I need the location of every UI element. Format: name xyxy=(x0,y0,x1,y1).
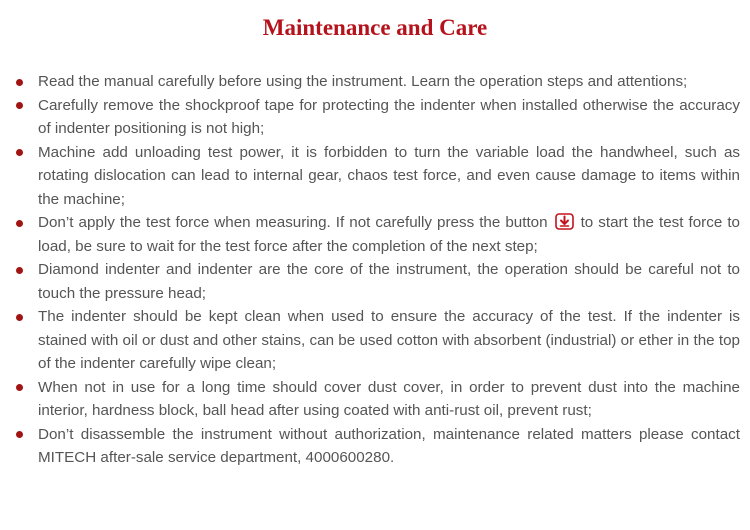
bullet-icon xyxy=(16,149,23,156)
bullet-icon xyxy=(16,314,23,321)
list-item xyxy=(13,211,740,258)
load-button-icon xyxy=(555,213,574,230)
list-item xyxy=(13,70,740,94)
bullet-icon xyxy=(16,79,23,86)
list-item xyxy=(13,376,740,423)
list-item xyxy=(13,423,740,470)
bullet-icon xyxy=(16,384,23,391)
item-text: Don’t disassemble the instrument without authorization, maintenance related matters please contact MITECH after-sale service department, 4000600280. xyxy=(38,425,740,466)
bullet-icon xyxy=(16,220,23,227)
list-item xyxy=(13,258,740,305)
list-item xyxy=(13,94,740,141)
page-title: Maintenance and Care xyxy=(262,15,488,40)
item-text: Machine add unloading test power, it is forbidden to turn the variable load the handwheel, such as rotating dislocation can lead to internal gear, chaos test force, and even cause damage to items within the machine; xyxy=(38,143,740,208)
bullet-icon xyxy=(16,102,23,109)
item-text: When not in use for a long time should cover dust cover, in order to prevent dust into the machine interior, hardness block, ball head after using coated with anti-rust oil, prevent rust; xyxy=(38,378,740,419)
list-item xyxy=(13,141,740,212)
maintenance-list xyxy=(13,70,740,470)
item-text-before-icon: Don’t apply the test force when measuring. If not carefully press the button xyxy=(38,214,548,231)
item-text-after-icon: to start the test force to load, be sure to wait for the test force after the completion of the next step; xyxy=(38,214,740,255)
bullet-icon xyxy=(16,431,23,438)
list-item xyxy=(13,305,740,376)
item-text: The indenter should be kept clean when used to ensure the accuracy of the test. If the indenter is stained with oil or dust and other stains, can be used cotton with absorbent (industrial) or ether in the top of the indenter carefully wipe clean; xyxy=(38,308,740,372)
item-text: Carefully remove the shockproof tape for protecting the indenter when installed otherwise the accuracy of indenter positioning is not high; xyxy=(38,96,740,137)
item-text: Diamond indenter and indenter are the core of the instrument, the operation should be careful not to touch the pressure head; xyxy=(38,261,740,302)
bullet-icon xyxy=(16,267,23,274)
item-text: Read the manual carefully before using the instrument. Learn the operation steps and attentions; xyxy=(38,73,688,90)
